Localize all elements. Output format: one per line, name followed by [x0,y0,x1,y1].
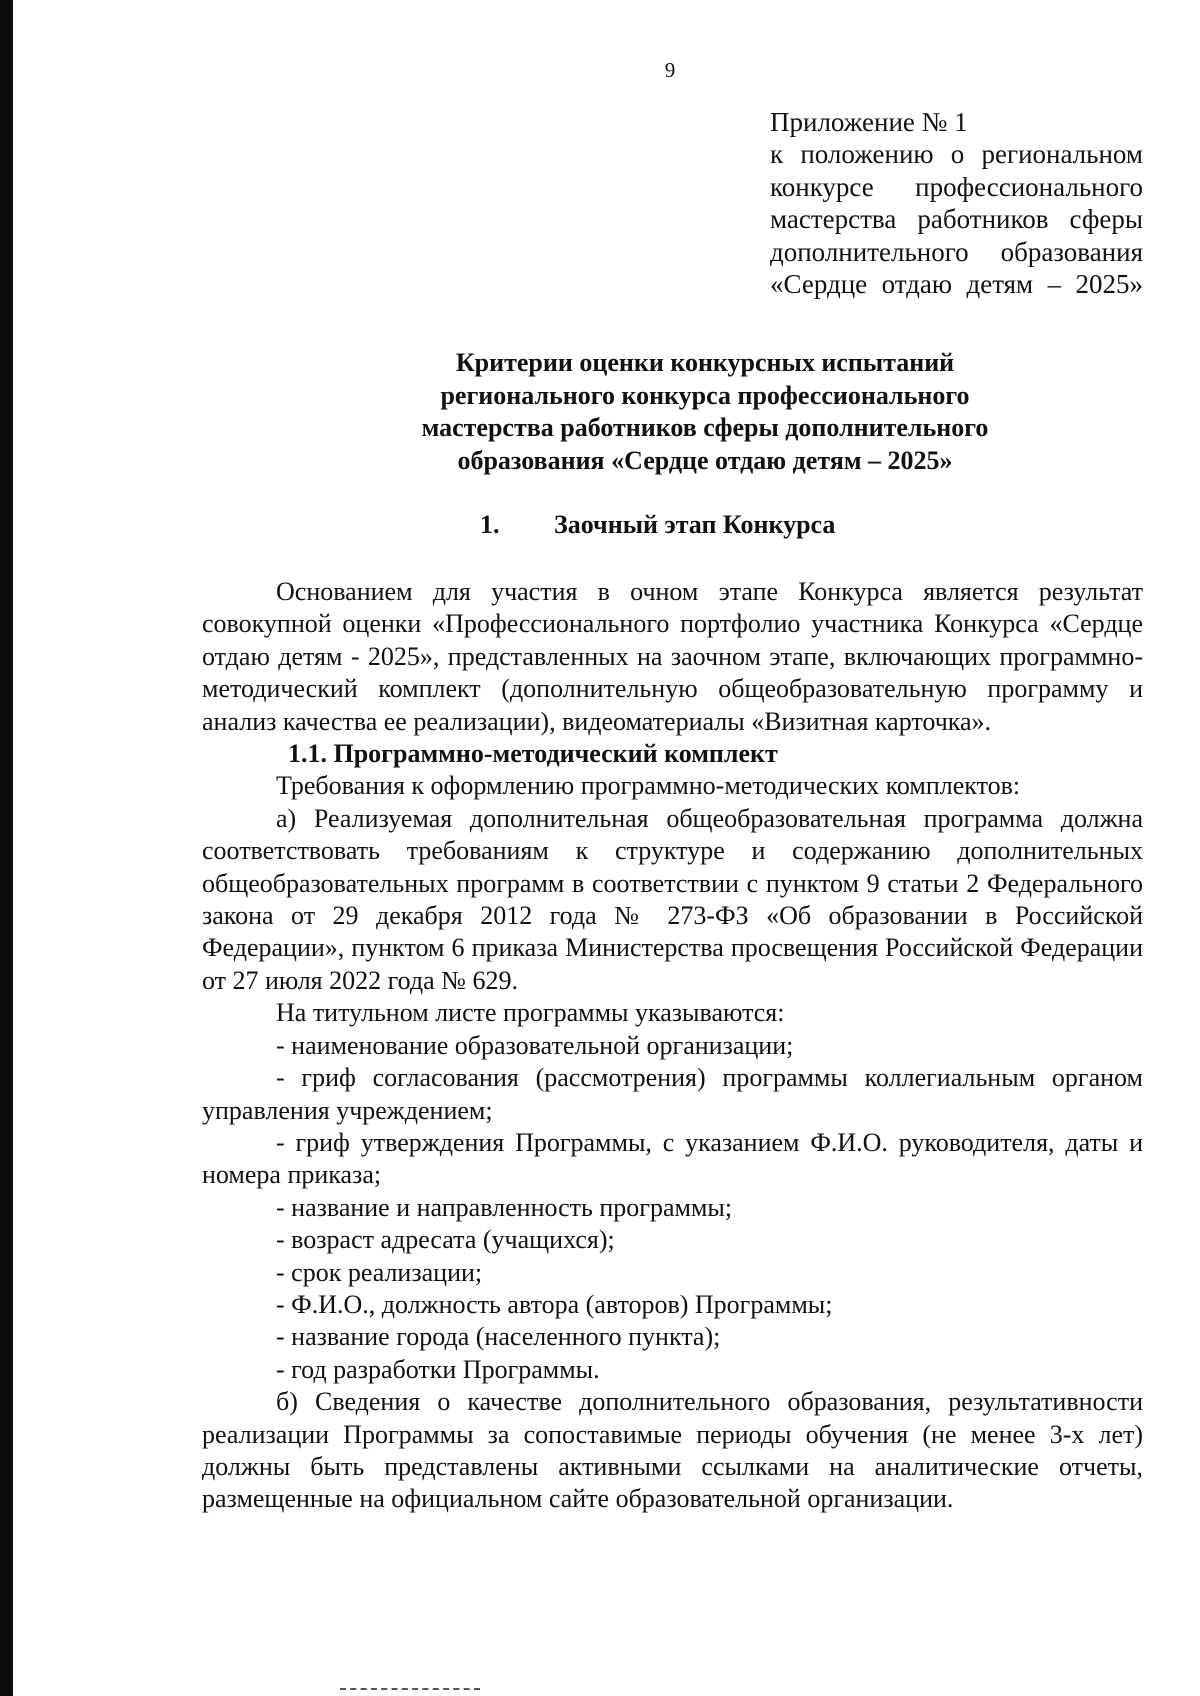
paragraph: На титульном листе программы указываются: [276,998,785,1028]
document-title [340,347,1070,477]
list-item: - гриф согласования (рассмотрения) программы коллегиальным органом управления учреждением; [202,1063,1143,1125]
title-line: Критерии оценки конкурсных испытаний [455,348,955,377]
appendix-line: «Сердце отдаю детям – 2025» [770,269,1143,300]
page-number: 9 [664,58,676,82]
title-line: регионального конкурса профессионального [440,380,970,410]
appendix-line: к положению о региональном [770,139,1143,170]
body-text [202,576,1143,1516]
appendix-line: конкурсе профессионального [770,171,1143,202]
title-line: образования «Сердце отдаю детям – 2025» [457,445,953,475]
appendix-line: мастерства работников сферы [770,204,1143,235]
list-item: - наименование образовательной организации; [276,1030,794,1060]
paragraph: Основанием для участия в очном этапе Конкурса является результат совокупной оценки «Профессионального портфолио участника Конкурса «Сердце отдаю детям - 2025», представленных на заочном этапе, включающих программно-методический комплект (дополнительную общеобразовательную программу и анализ качества ее реализации), видеоматериалы «Визитная карточка». [202,577,1143,736]
paragraph: б) Сведения о качестве дополнительного образования, результативности реализации Программы за сопоставимые периоды обучения (не менее 3-х лет) должны быть представлены активными ссылками на аналитические отчеты, размещенные на официальном сайте образовательной организации. [202,1387,1143,1514]
appendix-note [770,106,1143,300]
list-item: - название города (населенного пункта); [276,1322,721,1352]
scan-artifact [340,1688,480,1693]
section-heading [480,510,835,540]
paragraph: Требования к оформлению программно-методических комплектов: [276,771,1021,801]
section-title: Заочный этап Конкурса [554,510,836,539]
section-number: 1. [480,510,500,539]
appendix-line: дополнительного образования [770,236,1143,267]
list-item: - название и направленность программы; [276,1192,733,1222]
list-item: - Ф.И.О., должность автора (авторов) Программы; [276,1289,833,1319]
subsection-heading: 1.1. Программно-методический комплект [288,739,778,769]
title-line: мастерства работников сферы дополнительного [421,413,989,442]
appendix-line: Приложение № 1 [770,107,968,137]
list-item: - год разработки Программы. [276,1354,600,1384]
paragraph: а) Реализуемая дополнительная общеобразовательная программа должна соответствовать требованиям к структуре и содержанию дополнительных общеобразовательных программ в соответствии с пунктом 9 статьи 2 Федерального закона от 29 декабря 2012 года № 273-ФЗ «Об образовании в Российской Федерации», пунктом 6 приказа Министерства просвещения Российской Федерации от 27 июля 2022 года № 629. [202,803,1143,995]
list-item: - гриф утверждения Программы, с указанием Ф.И.О. руководителя, даты и номера приказа; [202,1127,1143,1190]
list-item: - срок реализации; [276,1257,483,1287]
list-item: - возраст адресата (учащихся); [276,1225,615,1255]
scan-edge-shadow [0,0,13,1696]
